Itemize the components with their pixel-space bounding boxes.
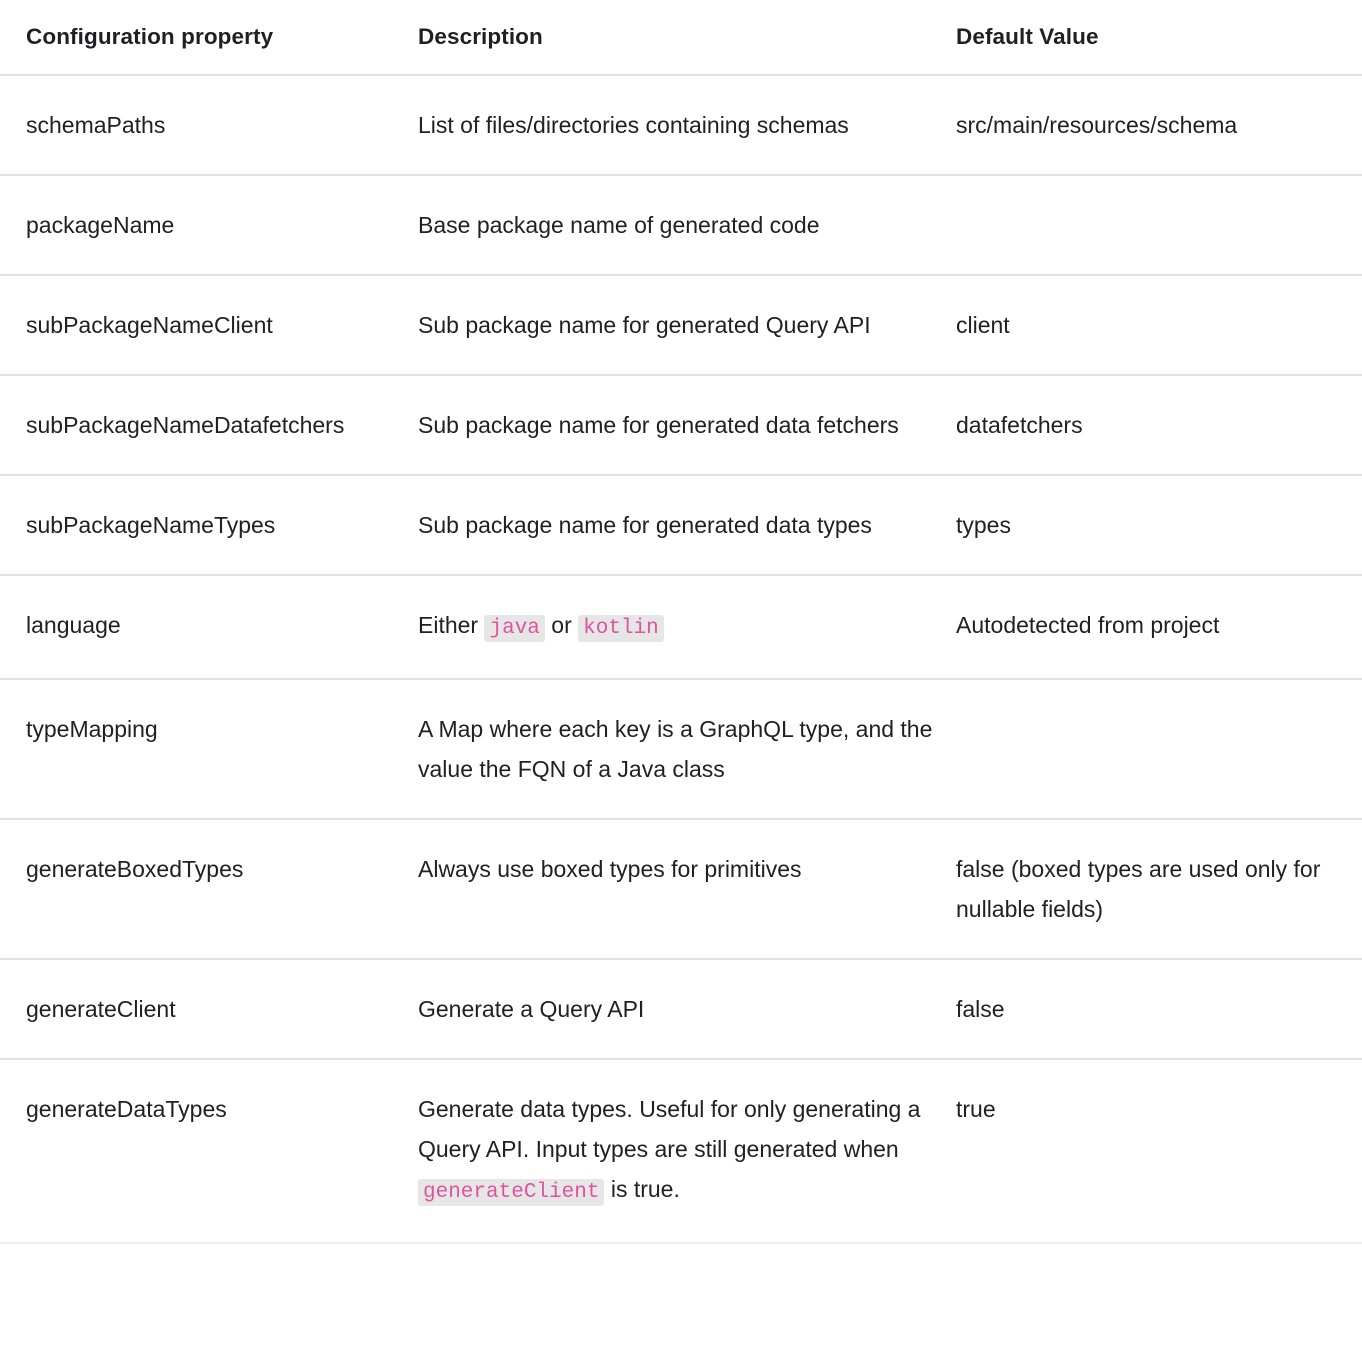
table-row: [0, 575, 1362, 679]
cell-configuration-property: packageName: [0, 175, 418, 275]
cell-configuration-property: subPackageNameClient: [0, 275, 418, 375]
table-row: [0, 679, 1362, 819]
cell-configuration-property: subPackageNameTypes: [0, 475, 418, 575]
cell-default-value: Autodetected from project: [956, 575, 1362, 679]
cell-default-value: true: [956, 1059, 1362, 1243]
cell-description: Generate a Query API: [418, 959, 956, 1059]
table-body: [0, 75, 1362, 1243]
table-header-row: [0, 0, 1362, 75]
cell-description: Base package name of generated code: [418, 175, 956, 275]
inline-code: generateClient: [418, 1179, 604, 1206]
cell-default-value: src/main/resources/schema: [956, 75, 1362, 175]
cell-description: Either java or kotlin: [418, 575, 956, 679]
table-row: [0, 959, 1362, 1059]
cell-default-value: [956, 175, 1362, 275]
table-row: [0, 475, 1362, 575]
cell-configuration-property: schemaPaths: [0, 75, 418, 175]
column-header-configuration-property: Configuration property: [0, 0, 418, 75]
column-header-default-value: Default Value: [956, 0, 1362, 75]
cell-configuration-property: typeMapping: [0, 679, 418, 819]
cell-default-value: types: [956, 475, 1362, 575]
cell-default-value: false (boxed types are used only for nullable fields): [956, 819, 1362, 959]
cell-description: Sub package name for generated data fetchers: [418, 375, 956, 475]
cell-configuration-property: language: [0, 575, 418, 679]
inline-code: java: [484, 615, 544, 642]
cell-configuration-property: subPackageNameDatafetchers: [0, 375, 418, 475]
table-row: [0, 275, 1362, 375]
cell-description: Always use boxed types for primitives: [418, 819, 956, 959]
table-row: [0, 75, 1362, 175]
inline-code: kotlin: [578, 615, 664, 642]
table-header: [0, 0, 1362, 75]
cell-configuration-property: generateClient: [0, 959, 418, 1059]
cell-description: Generate data types. Useful for only generating a Query API. Input types are still generated when generateClient is true.: [418, 1059, 956, 1243]
table-row: [0, 175, 1362, 275]
cell-description: List of files/directories containing schemas: [418, 75, 956, 175]
cell-configuration-property: generateDataTypes: [0, 1059, 418, 1243]
cell-description: Sub package name for generated Query API: [418, 275, 956, 375]
cell-default-value: client: [956, 275, 1362, 375]
cell-default-value: datafetchers: [956, 375, 1362, 475]
column-header-description: Description: [418, 0, 956, 75]
table-row: [0, 1059, 1362, 1243]
cell-description: A Map where each key is a GraphQL type, and the value the FQN of a Java class: [418, 679, 956, 819]
cell-default-value: [956, 679, 1362, 819]
cell-description: Sub package name for generated data types: [418, 475, 956, 575]
table-row: [0, 375, 1362, 475]
cell-default-value: false: [956, 959, 1362, 1059]
table-row: [0, 819, 1362, 959]
cell-configuration-property: generateBoxedTypes: [0, 819, 418, 959]
